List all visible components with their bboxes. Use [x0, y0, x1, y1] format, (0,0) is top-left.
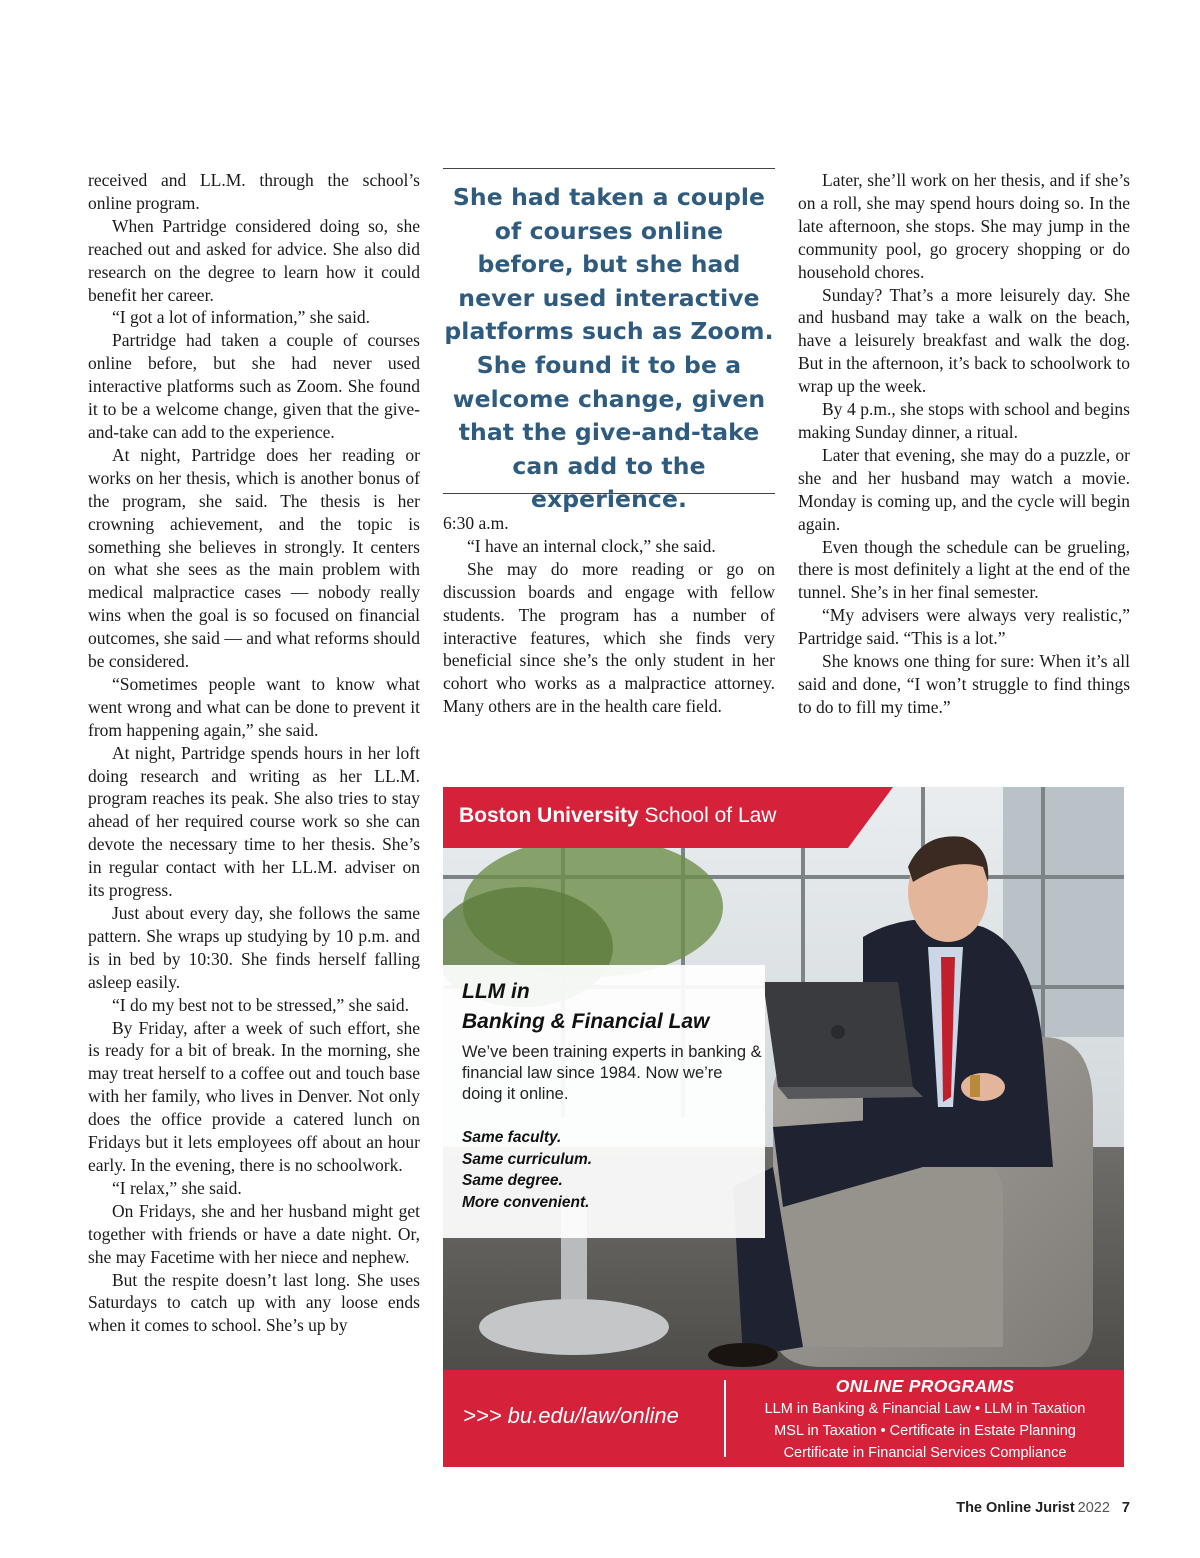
ad-program-line: Certificate in Financial Services Compliance: [783, 1445, 1067, 1461]
ad-programs: [726, 1374, 1124, 1464]
paragraph: “I got a lot of information,” she said.: [112, 307, 371, 328]
paragraph: But the respite doesn’t last long. She uses Saturdays to catch up with any loose ends when it comes to school. She’s up by: [88, 1269, 420, 1336]
ad-brand-university: Boston University: [459, 804, 639, 827]
ad-tagline: More convenient.: [462, 1193, 590, 1211]
ad-program-line: MSL in Taxation • Certificate in Estate Planning: [774, 1423, 1076, 1439]
paragraph: received and LL.M. through the school’s online program.: [88, 170, 420, 213]
ad-tagline: Same curriculum.: [462, 1150, 593, 1168]
paragraph: Sunday? That’s a more leisurely day. She and husband may take a walk on the beach, have a leisurely breakfast and walk the dog. But in the afternoon, it’s back to schoolwork to wrap up the week.: [798, 284, 1130, 397]
paragraph: Even though the schedule can be grueling, there is most definitely a light at the end of the tunnel. She’s in her final semester.: [798, 536, 1130, 603]
ad-info-box: [443, 965, 765, 1238]
paragraph: By Friday, after a week of such effort, she is ready for a bit of break. In the morning, she may treat herself to a coffee out and touch base with her family, who lives in Denver. Not only does the office provide a catered lunch on Fridays but it lets employees off about an hour early. In the evening, there is no schoolwork.: [88, 1017, 420, 1175]
paragraph: Partridge had taken a couple of courses online before, but she had never used interactive platforms such as Zoom. She found it to be a welcome change, given that the give-and-take can add to the experience.: [88, 330, 420, 442]
ad-brand-school: School of Law: [644, 804, 777, 827]
ad-title: [462, 977, 762, 1037]
paragraph: At night, Partridge does her reading or works on her thesis, which is another bonus of the program, she said. The thesis is her crowning achievement, and the topic is something she believes in strongly. It centers on what she sees as the main problem with medical malpractice cases — nobody really wins when the goal is so focused on financial outcomes, she said — and what reforms should be considered.: [88, 444, 420, 672]
ad-description: We’ve been training experts in banking & financial law since 1984. Now we’re doing it online.: [462, 1043, 762, 1103]
ad-programs-title: ONLINE PROGRAMS: [835, 1376, 1015, 1396]
article-column-1: [88, 169, 420, 1337]
paragraph: On Fridays, she and her husband might get together with friends or have a date night. Or, she may Facetime with her niece and nephew.: [88, 1200, 420, 1267]
page-footer: [956, 1500, 1130, 1516]
paragraph: Just about every day, she follows the same pattern. She wraps up studying by 10 p.m. and is in bed by 10:30. She finds herself falling asleep easily.: [88, 903, 420, 992]
paragraph: 6:30 a.m.: [443, 513, 509, 533]
ad-title-line-1: LLM in: [462, 980, 530, 1003]
ad-tagline: Same degree.: [462, 1172, 563, 1189]
publication-year: 2022: [1077, 1500, 1110, 1516]
paragraph: “I relax,” she said.: [112, 1177, 242, 1198]
ad-tagline: Same faculty.: [462, 1129, 562, 1146]
ad-brand: [459, 803, 776, 829]
paragraph: “I have an internal clock,” she said.: [467, 535, 716, 556]
paragraph: “Sometimes people want to know what went wrong and what can be done to prevent it from happening again,” she said.: [88, 673, 420, 740]
page-number: 7: [1121, 1500, 1130, 1516]
paragraph: Later that evening, she may do a puzzle, or she and her husband may watch a movie. Monday is coming up, and the cycle will begin again.: [798, 444, 1130, 534]
paragraph: Later, she’ll work on her thesis, and if she’s on a roll, she may spend hours doing so. In the late afternoon, she stops. She may jump in the community pool, go grocery shopping or do household chores.: [798, 170, 1130, 282]
ad-program-line: LLM in Banking & Financial Law • LLM in Taxation: [764, 1401, 1086, 1417]
ad-footer-bar: [443, 1370, 1124, 1467]
pull-quote-text: She had taken a couple of courses online before, but she had never used interactive platforms such as Zoom. She found it to be a welcome change, given that the give-and-take can add to the experience.: [444, 183, 774, 514]
advertisement[interactable]: [443, 787, 1124, 1467]
paragraph: She knows one thing for sure: When it’s all said and done, “I won’t struggle to find things to do to fill my time.”: [798, 651, 1130, 717]
publication-name: The Online Jurist: [956, 1500, 1075, 1516]
paragraph: By 4 p.m., she stops with school and begins making Sunday dinner, a ritual.: [798, 399, 1130, 442]
article-column-3: [798, 169, 1130, 719]
paragraph: At night, Partridge spends hours in her loft doing research and writing as her LL.M. program reaches its peak. She also tries to stay ahead of her required course work so she can devote the necessary time to her thesis. She’s in regular contact with her LL.M. adviser on its progress.: [88, 742, 420, 901]
paragraph: “I do my best not to be stressed,” she said.: [112, 994, 409, 1015]
ad-title-line-2: Banking & Financial Law: [462, 1010, 710, 1033]
pull-quote: [443, 168, 775, 514]
ad-taglines: [462, 1127, 762, 1213]
ad-url-link[interactable]: >>> bu.edu/law/online: [463, 1403, 679, 1428]
paragraph: When Partridge considered doing so, she reached out and asked for advice. She also did research on the degree to learn how it could benefit her career.: [88, 215, 420, 305]
article-column-2: [443, 512, 775, 718]
paragraph: She may do more reading or go on discussion boards and engage with fellow students. The program has a number of interactive features, which she finds very beneficial since she’s the only student in her cohort who works as a malpractice attorney. Many others are in the health care field.: [443, 558, 775, 717]
paragraph: “My advisers were always very realistic,” Partridge said. “This is a lot.”: [798, 605, 1130, 649]
